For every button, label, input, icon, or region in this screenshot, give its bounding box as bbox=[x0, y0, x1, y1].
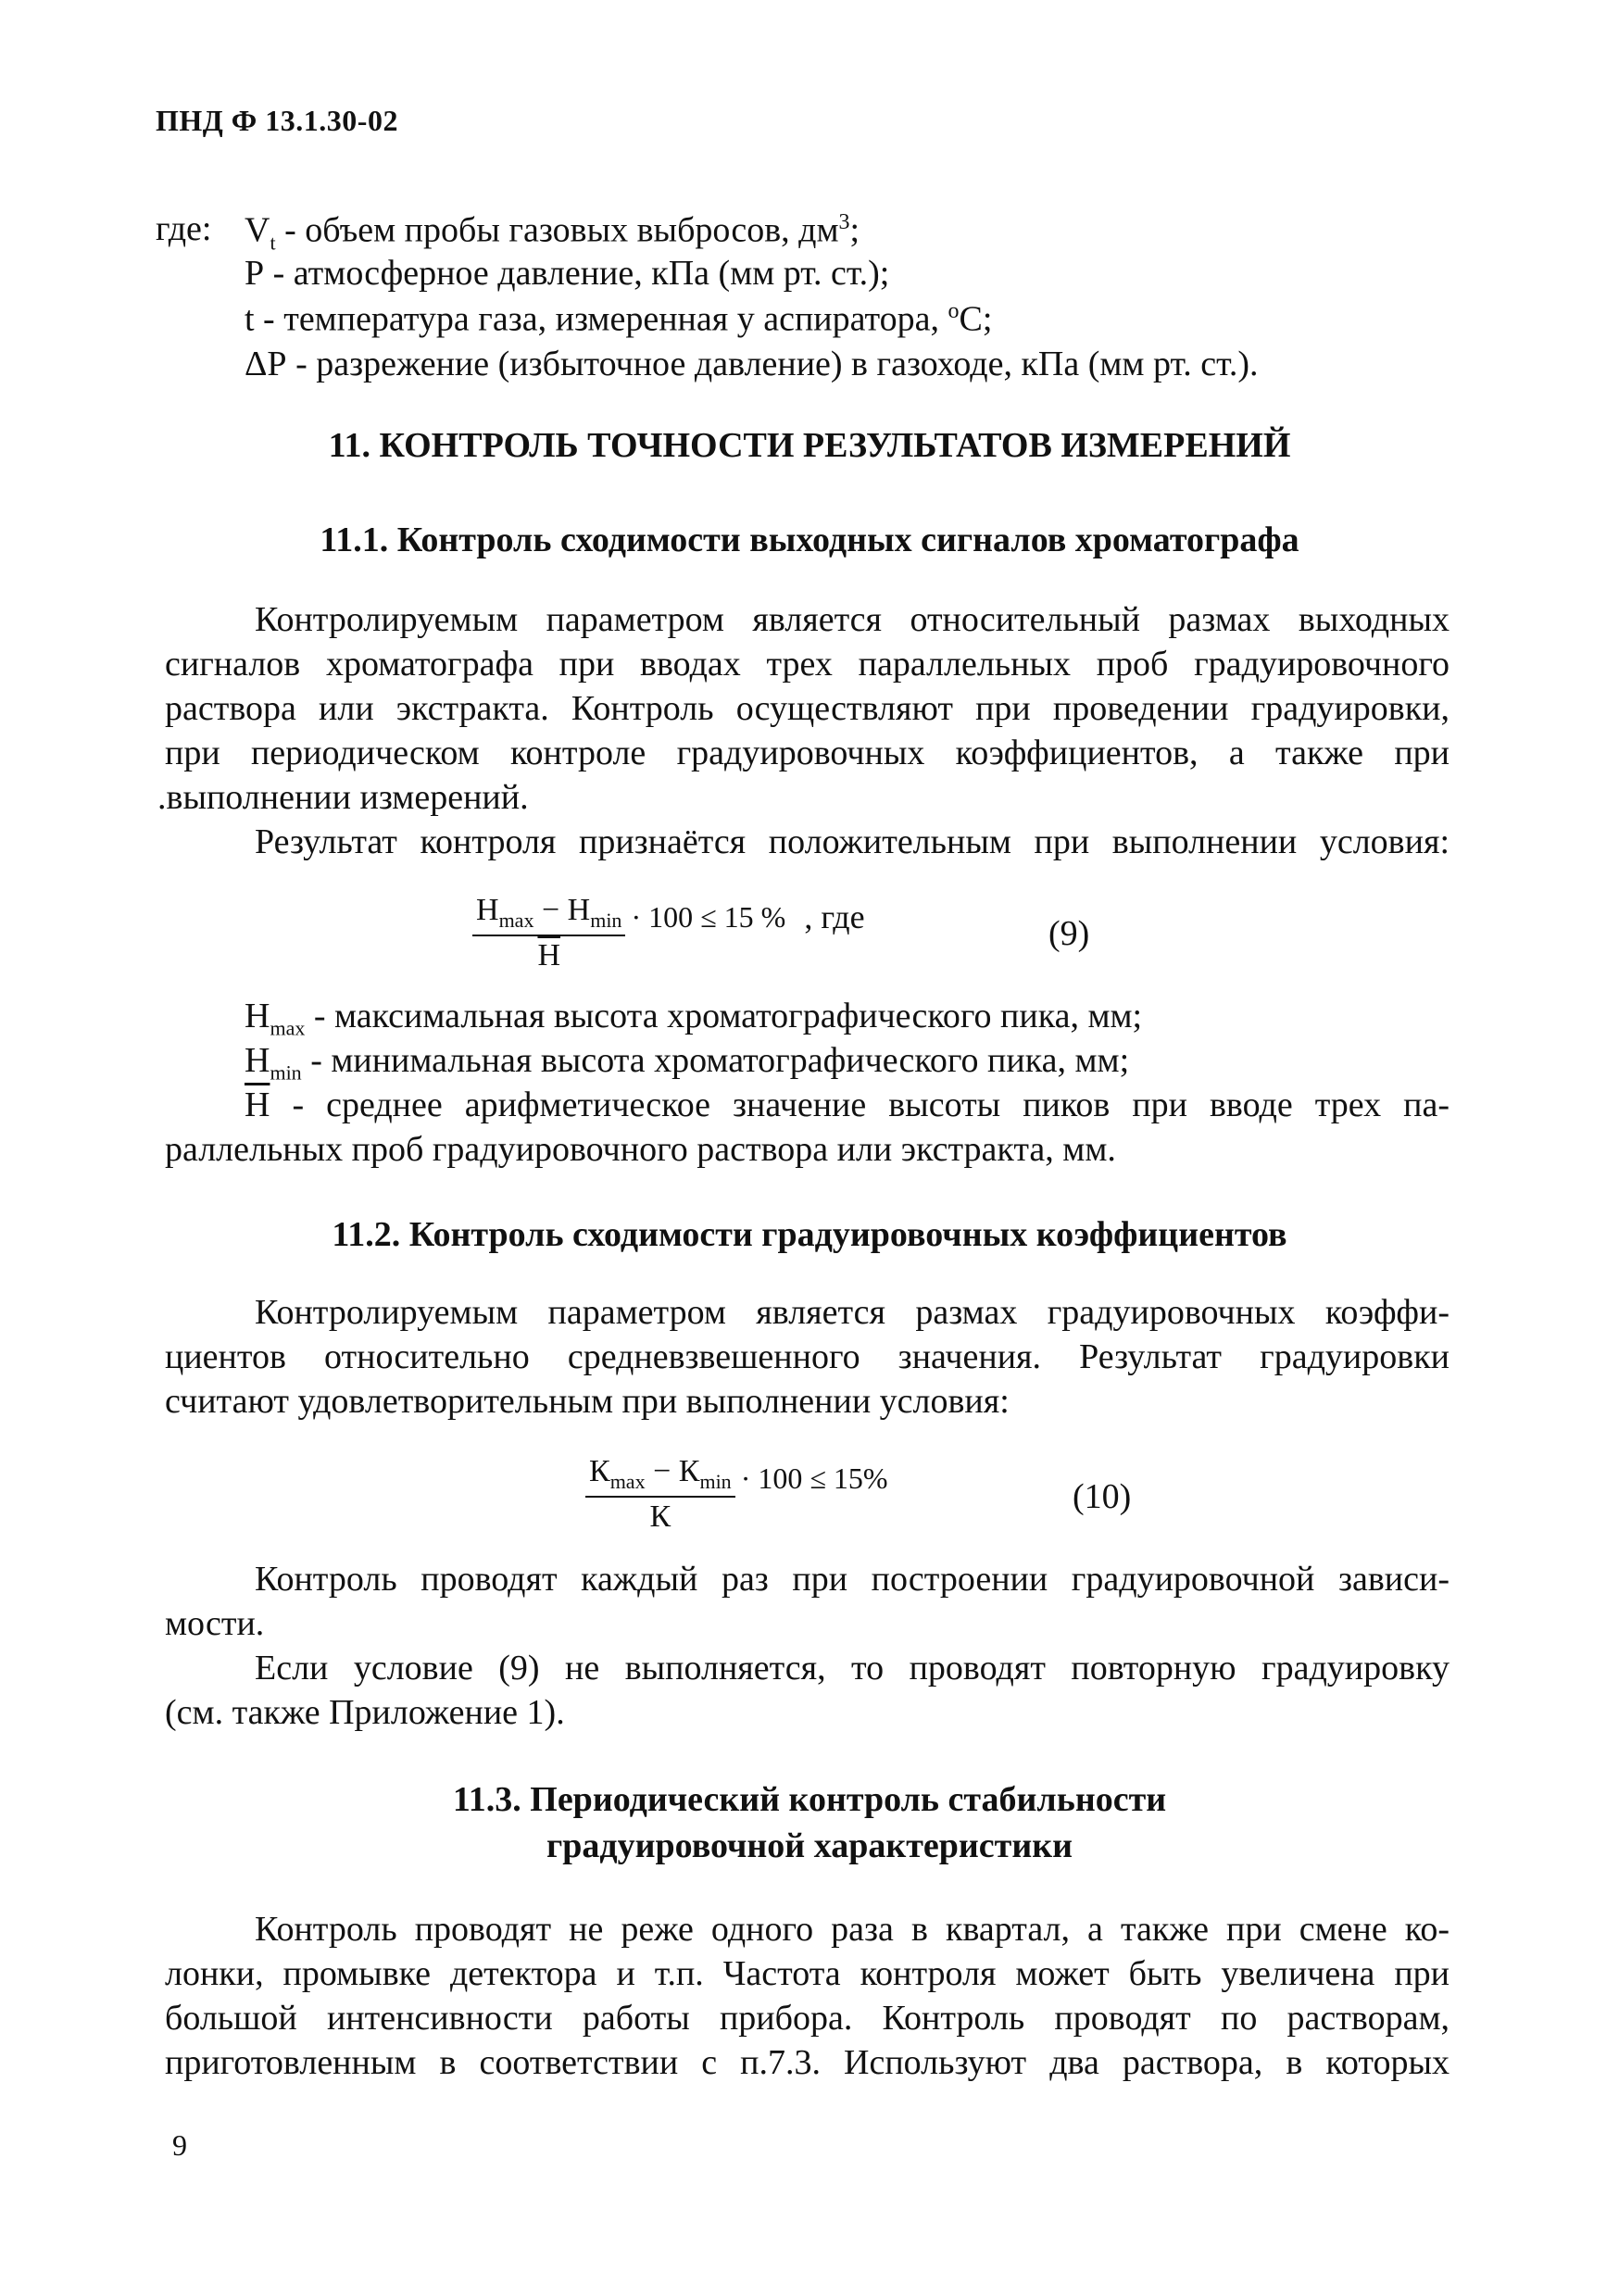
def-hmax: $Н_{max}$ - максимальная высота хроматографического пика, мм; bbox=[245, 997, 1143, 1040]
eq-9-number: (9) bbox=[1048, 914, 1090, 953]
s11-3-para-line-4: приготовленным в соответствии с п.7.3. Используют два раствора, в которых bbox=[165, 2043, 1450, 2082]
var-v-line: $V_t$ - объем пробы газовых выбросов, $дм^3$; bbox=[245, 210, 860, 255]
subsection-11-2-title: 11.2. Контроль сходимости градуировочных коэффициентов bbox=[332, 1215, 1287, 1254]
section-11-title: 11. КОНТРОЛЬ ТОЧНОСТИ РЕЗУЛЬТАТОВ ИЗМЕРЕНИЙ bbox=[328, 426, 1291, 465]
s11-1-condition: Результат контроля признаётся положительным при выполнении условия: bbox=[255, 822, 1450, 861]
s11-2-para-line-1: Контролируемым параметром является размах градуировочных коэффи- bbox=[255, 1293, 1450, 1332]
subsection-11-1-title: 11.1. Контроль сходимости выходных сигналов хроматографа bbox=[320, 521, 1299, 559]
def-hbar-cont: раллельных проб градуировочного раствора или экстракта, мм. bbox=[165, 1130, 1116, 1169]
s11-3-para-line-3: большой интенсивности работы прибора. Контроль проводят по растворам, bbox=[165, 1999, 1450, 2038]
s11-3-para-line-2: лонки, промывке детектора и т.п. Частота контроля может быть увеличена при bbox=[165, 1954, 1450, 1993]
formula-10-fraction: $\frac{К_{max} - К_{min}}{К}$ bbox=[585, 1454, 735, 1535]
def-hbar: Н - среднее арифметическое значение высоты пиков при вводе трех па- bbox=[245, 1085, 1450, 1124]
s11-2-para2-line-3: Если условие (9) не выполняется, то проводят повторную градуировку bbox=[255, 1649, 1450, 1687]
var-dp-line: ΔР - разрежение (избыточное давление) в газоходе, кПа (мм рт. ст.). bbox=[245, 345, 1259, 383]
s11-2-para2-line-2: мости. bbox=[165, 1604, 265, 1643]
formula-9: $\frac{Н_{max} - Н_{min}}{Н}$ · 100 ≤ 15 % , где bbox=[472, 893, 865, 973]
var-p-line: Р - атмосферное давление, кПа (мм рт. ст.); bbox=[245, 254, 890, 293]
def-hmin: $Н_{min}$ - минимальная высота хроматографического пика, мм; bbox=[245, 1041, 1130, 1085]
s11-3-para-line-1: Контроль проводят не реже одного раза в квартал, а также при смене ко- bbox=[255, 1910, 1450, 1949]
where-label: где: bbox=[156, 209, 212, 248]
s11-1-para-line-4: при периодическом контроле градуировочных коэффициентов, а также при bbox=[165, 734, 1450, 772]
s11-2-para2-line-1: Контроль проводят каждый раз при построении градуировочной зависи- bbox=[255, 1560, 1450, 1599]
s11-1-para-line-5: .выполнении измерений. bbox=[157, 778, 529, 817]
page-number: 9 bbox=[172, 2128, 187, 2162]
s11-2-para2-line-4: (см. также Приложение 1). bbox=[165, 1693, 565, 1732]
subsection-11-3-title-line-1: 11.3. Периодический контроль стабильности bbox=[452, 1780, 1167, 1819]
s11-1-para-line-1: Контролируемым параметром является относительный размах выходных bbox=[255, 600, 1450, 639]
formula-10: $\frac{К_{max} - К_{min}}{К}$ · 100 ≤ 15% bbox=[585, 1454, 888, 1535]
s11-1-para-line-3: раствора или экстракта. Контроль осуществляют при проведении градуировки, bbox=[165, 689, 1450, 728]
s11-2-para-line-2: циентов относительно средневзвешенного значения. Результат градуировки bbox=[165, 1337, 1450, 1376]
eq-10-number: (10) bbox=[1073, 1477, 1132, 1516]
s11-1-para-line-2: сигналов хроматографа при вводах трех параллельных проб градуировочного bbox=[165, 645, 1450, 684]
subsection-11-3-title-line-2: градуировочной характеристики bbox=[546, 1826, 1073, 1865]
document-code: ПНД Ф 13.1.30-02 bbox=[156, 104, 398, 137]
formula-9-fraction: $\frac{Н_{max} - Н_{min}}{Н}$ bbox=[472, 893, 625, 973]
s11-2-para-line-3: считают удовлетворительным при выполнении условия: bbox=[165, 1382, 1010, 1421]
var-t-line: t - температура газа, измеренная у аспиратора, $^o$С; bbox=[245, 299, 993, 339]
